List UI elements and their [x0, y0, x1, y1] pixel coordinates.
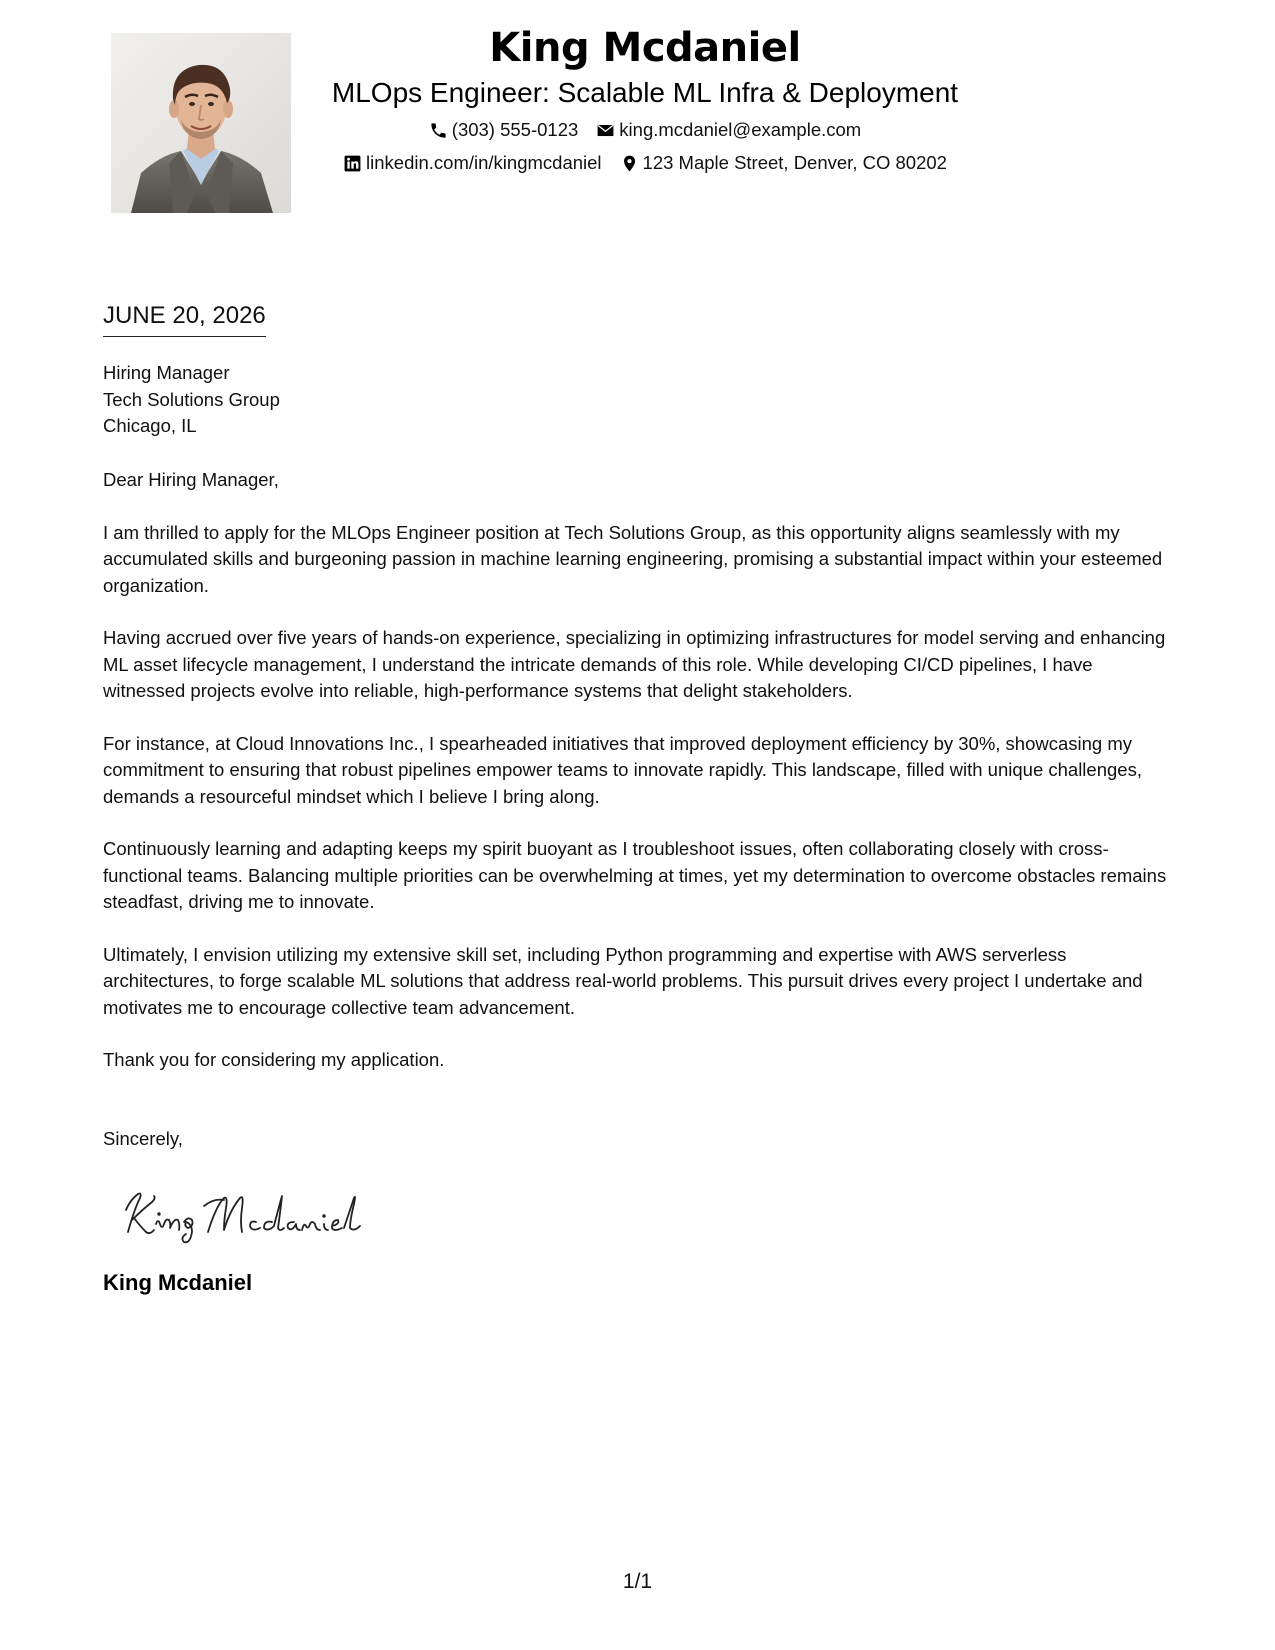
letter-paragraph: Having accrued over five years of hands-on experience, specializing in optimizing infrastructures for model serving and enhancing ML asset lifecycle management, I understand the intricate demands of this role. While developing CI/CD pipelines, I have witnessed projects evolve into reliable, high-performance systems that delight stakeholders. — [103, 627, 1166, 701]
closing: Sincerely, — [103, 1128, 183, 1149]
letter-paragraph: Ultimately, I envision utilizing my extensive skill set, including Python programming and expertise with AWS serverless architectures, to forge scalable ML solutions that address real-world problems. This pursuit drives every project I undertake and motivates me to encourage collective team advancement. — [103, 943, 1143, 1018]
contact-row-primary — [320, 116, 970, 144]
recipient-line: Chicago, IL — [103, 415, 197, 436]
envelope-icon — [596, 121, 615, 140]
email-contact[interactable] — [596, 116, 861, 144]
handwritten-signature — [112, 1180, 372, 1250]
recipient-line: Tech Solutions Group — [103, 388, 280, 410]
recipient-block — [103, 360, 280, 440]
address-text: 123 Maple Street, Denver, CO 80202 — [642, 152, 947, 173]
contact-row-secondary — [320, 149, 970, 177]
letter-paragraph: Thank you for considering my application. — [103, 1049, 445, 1070]
recipient-line: Hiring Manager — [103, 362, 230, 383]
signer-name: King Mcdaniel — [103, 1270, 253, 1295]
address-contact — [620, 149, 947, 177]
phone-contact[interactable] — [429, 116, 579, 144]
email-text: king.mcdaniel@example.com — [619, 119, 862, 140]
salutation: Dear Hiring Manager, — [103, 469, 279, 490]
letter-paragraph: Continuously learning and adapting keeps my spirit buoyant as I troubleshoot issues, often collaborating closely with cross-functional teams. Balancing multiple priorities can be overwhelming at times, yet my determination to overcome obstacles remains steadfast, driving me to innovate. — [103, 838, 1167, 912]
letter-paragraph: For instance, at Cloud Innovations Inc., I spearheaded initiatives that improved deployment efficiency by 30%, showcasing my commitment to ensuring that robust pipelines empower teams to innovate rapidly. This landscape, filled with unique challenges, demands a resourceful mindset which I believe I bring along. — [103, 732, 1142, 807]
letter-paragraph: I am thrilled to apply for the MLOps Engineer position at Tech Solutions Group, as this opportunity aligns seamlessly with my accumulated skills and burgeoning passion in machine learning engineering, promising a substantial impact within your esteemed organization. — [103, 521, 1163, 596]
header — [320, 20, 970, 177]
candidate-name: King Mcdaniel — [489, 25, 801, 71]
phone-text: (303) 555-0123 — [451, 119, 579, 140]
letter-date: JUNE 20, 2026 — [103, 300, 266, 337]
letter-body — [103, 467, 1178, 1100]
profile-photo — [111, 33, 291, 213]
phone-icon — [429, 121, 448, 140]
page-number: 1/1 — [622, 1570, 653, 1593]
linkedin-contact[interactable] — [343, 149, 601, 177]
map-marker-icon — [620, 154, 639, 173]
headline: MLOps Engineer: Scalable ML Infra & Deployment — [331, 77, 959, 108]
linkedin-icon — [343, 154, 362, 173]
linkedin-text: linkedin.com/in/kingmcdaniel — [366, 152, 602, 173]
